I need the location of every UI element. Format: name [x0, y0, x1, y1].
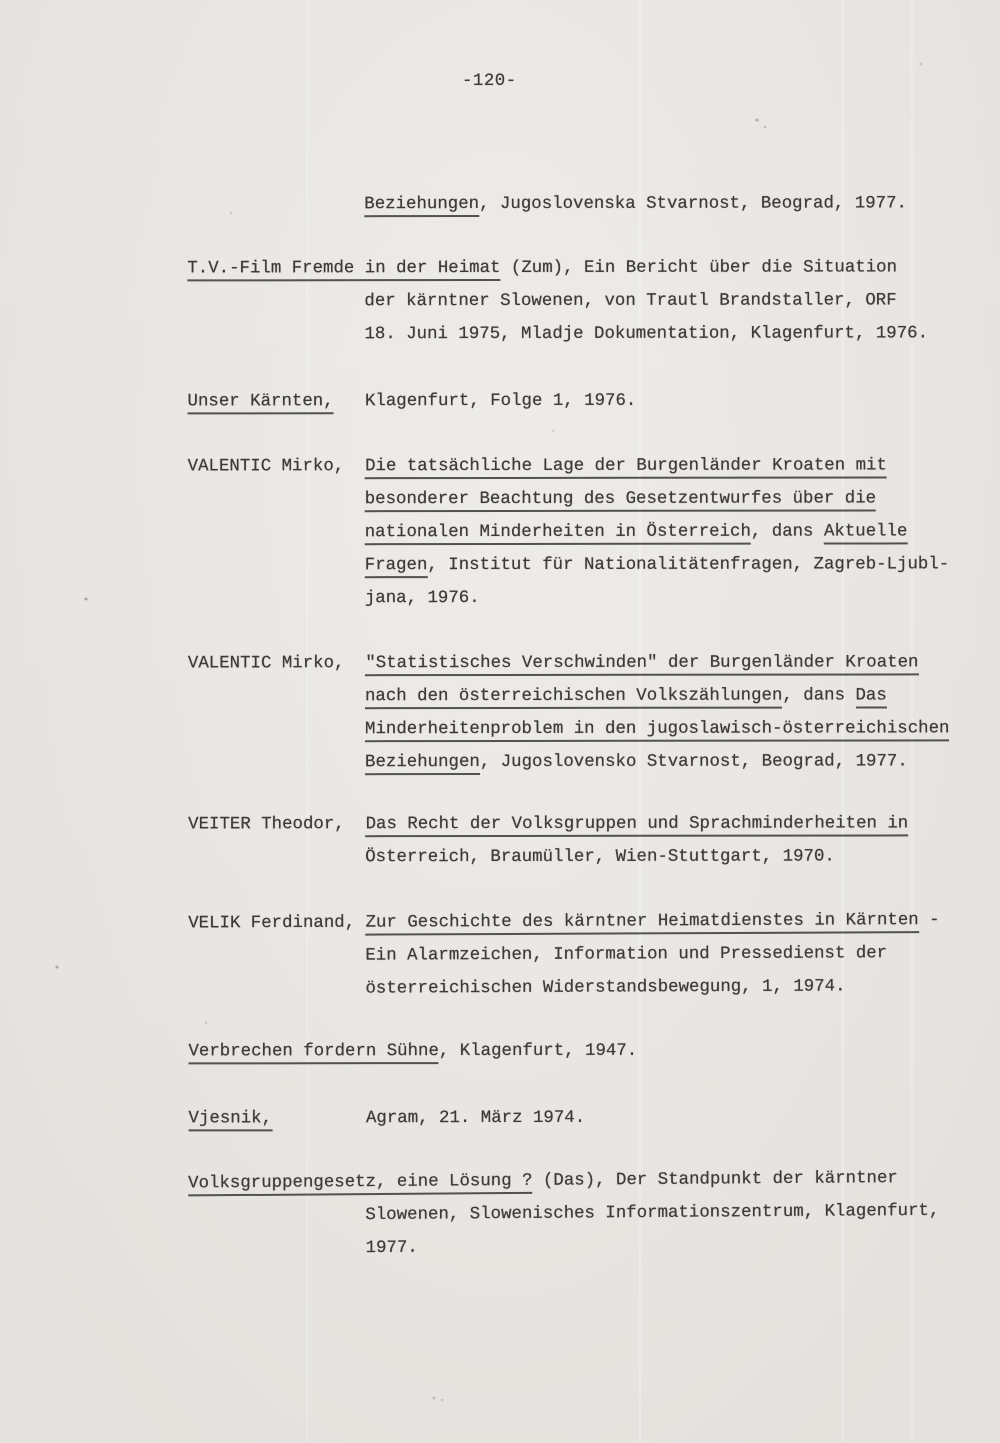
text-segment: VELIK Ferdinand,: [188, 913, 366, 934]
text-segment: , dans: [750, 522, 824, 542]
underlined-text-segment: nationalen Minderheiten in Österreich: [365, 523, 751, 546]
bibliography-line: [365, 679, 990, 713]
bibliography-entry: [188, 904, 990, 1007]
bibliography-line: [365, 1194, 990, 1232]
underlined-text-segment: Fragen: [365, 556, 428, 578]
underlined-text-segment: Unser Kärnten,: [188, 392, 334, 414]
bibliography-line: [189, 1101, 991, 1135]
text-segment: jana, 1976.: [364, 589, 480, 609]
bibliography-entry: [188, 384, 990, 418]
text-segment: Slowenen, Slowenisches Informationszentrum, Klagenfurt,: [365, 1201, 940, 1226]
bibliography-line: [365, 712, 990, 746]
bibliography-line: [188, 807, 990, 841]
page-number: -120-: [462, 72, 517, 91]
text-segment: VALENTIC Mirko,: [187, 654, 366, 674]
text-segment: , Jugoslovensko Stvarnost, Beograd, 1977.: [479, 752, 908, 773]
bibliography-line: [188, 904, 990, 941]
bibliography-entry: [187, 187, 989, 221]
text-segment: , Jugoslovenska Stvarnost, Beograd, 1977.: [479, 194, 907, 215]
underlined-text-segment: Aktuelle: [824, 522, 908, 544]
text-segment: VALENTIC Mirko,: [187, 457, 366, 477]
underlined-text-segment: Beziehungen: [365, 753, 480, 775]
bibliography-line: [364, 284, 989, 318]
text-segment: Klagenfurt, Folge 1, 1976.: [333, 391, 637, 412]
bibliography-line: [365, 840, 990, 874]
underlined-text-segment: Vjesnik,: [189, 1109, 273, 1131]
bibliography-line: [364, 187, 989, 221]
underlined-text-segment: Volksgruppengesetz, eine Lösung ?: [188, 1172, 533, 1197]
text-segment: der kärntner Slowenen, von Trautl Brandstaller, ORF: [364, 291, 897, 312]
bibliography-line: [366, 1227, 991, 1265]
underlined-text-segment: Verbrechen fordern Sühne: [188, 1042, 438, 1064]
text-segment: Ein Alarmzeichen, Information und Pressedienst der: [365, 944, 888, 966]
text-segment: , Institut für Nationalitätenfragen, Zagreb-Ljubl-: [427, 555, 950, 576]
text-segment: österreichischen Widerstandsbewegung, 1, 1974.: [365, 977, 846, 999]
bibliography-line: [187, 251, 989, 285]
underlined-text-segment: "Statistisches Verschwinden" der Burgenländer Kroaten: [365, 653, 918, 676]
bibliography-line: [365, 937, 990, 973]
text-segment: 18. Juni 1975, Mladje Dokumentation, Klagenfurt, 1976.: [364, 324, 929, 345]
bibliography-line: [365, 745, 990, 779]
bibliography-line: [188, 449, 990, 483]
bibliography-line: [365, 515, 990, 549]
underlined-text-segment: nach den österreichischen Volkszählungen: [365, 687, 782, 710]
underlined-text-segment: Zur Geschichte des kärntner Heimatdienstes in Kärnten: [366, 911, 919, 936]
underlined-text-segment: Das Recht der Volksgruppen und Sprachminderheiten in: [366, 814, 909, 837]
text-segment: 1977.: [365, 1238, 418, 1259]
text-segment: VEITER Theodor,: [188, 815, 366, 835]
bibliography-line: [188, 1034, 990, 1068]
bibliography-entry: [188, 1034, 990, 1068]
underlined-text-segment: Die tatsächliche Lage der Burgenländer Kroaten mit: [365, 456, 887, 479]
underlined-text-segment: besonderer Beachtung des Gesetzentwurfes über die: [365, 489, 876, 512]
text-segment: Österreich, Braumüller, Wien-Stuttgart, 1970.: [365, 847, 835, 868]
text-segment: , dans: [782, 686, 856, 706]
paper-speckles: [0, 0, 2, 2]
text-segment: -: [918, 911, 940, 931]
bibliography-line: [365, 970, 990, 1006]
bibliography-line: [365, 482, 990, 516]
underlined-text-segment: T.V.-Film Fremde in der Heimat: [187, 259, 500, 281]
bibliography-entry: [188, 646, 990, 779]
bibliography-entry: [187, 251, 989, 351]
bibliography-line: [364, 317, 989, 351]
underlined-text-segment: Beziehungen: [364, 195, 479, 217]
bibliography-line: [365, 581, 990, 615]
bibliography-entry: [189, 1101, 991, 1135]
bibliography-entry: [188, 807, 990, 874]
bibliography-entry: [188, 1161, 991, 1266]
underlined-text-segment: Das: [855, 686, 886, 708]
bibliography-line: [188, 646, 990, 680]
underlined-text-segment: Minderheitenproblem in den jugoslawisch-österreichischen: [365, 719, 949, 742]
text-segment: , Klagenfurt, 1947.: [438, 1041, 638, 1062]
text-segment: Agram, 21. März 1974.: [272, 1108, 586, 1129]
text-segment: (Zum), Ein Bericht über die Situation: [500, 258, 898, 278]
bibliography-line: [188, 384, 990, 418]
text-segment: (Das), Der Standpunkt der kärntner: [532, 1169, 898, 1191]
bibliography-entry: [188, 449, 990, 615]
bibliography-line: [365, 548, 990, 582]
